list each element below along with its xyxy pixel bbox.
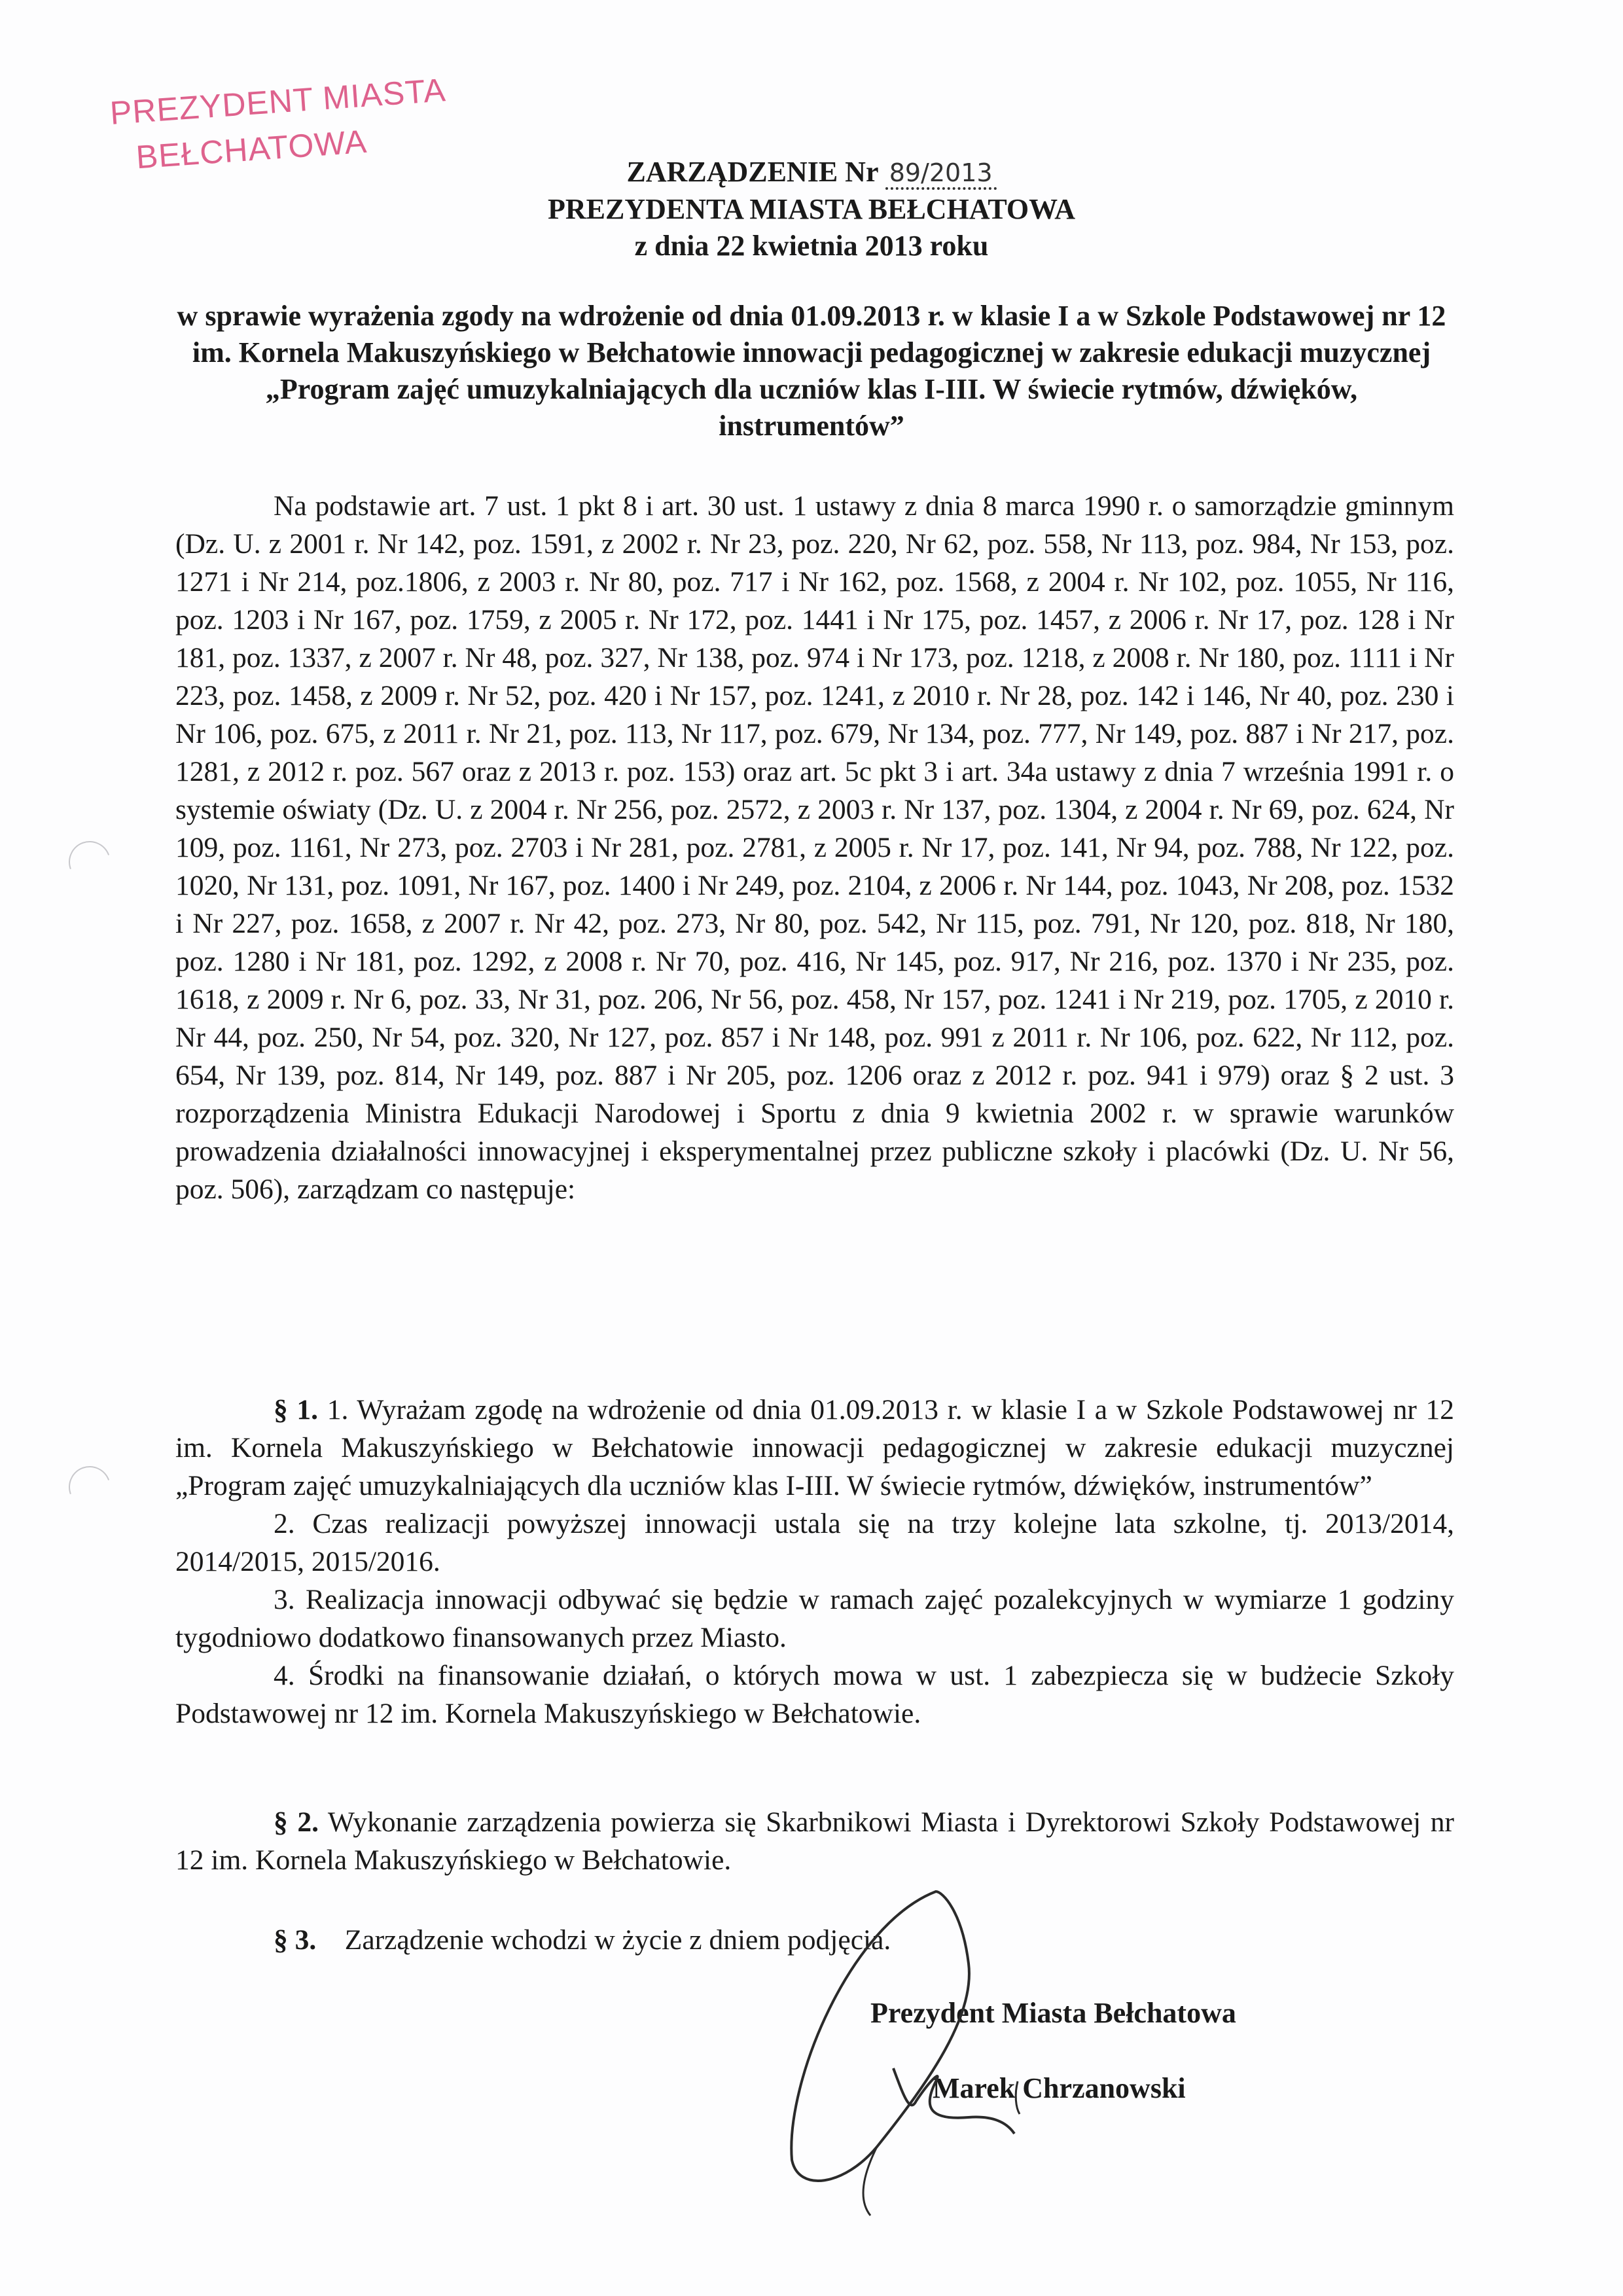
paragraph-2: [175, 1803, 1454, 1879]
handwritten-number: 89/2013: [885, 158, 997, 190]
title-prefix: ZARZĄDZENIE Nr: [626, 156, 878, 188]
legal-basis-section: [175, 487, 1454, 1208]
paragraph-3-label: § 3.: [274, 1924, 317, 1956]
paragraph-1-item-2: 2. Czas realizacji powyższej innowacji ustala się na trzy kolejne lata szkolne, tj. 2013/2014, 2014/2015, 2015/2016.: [175, 1508, 1454, 1577]
signatory-title: Prezydent Miasta Bełchatowa: [870, 1997, 1236, 2029]
stamp-line-1: PREZYDENT MIASTA: [109, 71, 448, 132]
stamp-line-2: BEŁCHATOWA: [135, 122, 368, 176]
paragraph-1: [175, 1391, 1454, 1732]
issuing-authority: PREZYDENTA MIASTA BEŁCHATOWA: [547, 193, 1075, 225]
paragraph-2-label: § 2.: [274, 1806, 319, 1838]
paragraph-2-text: Wykonanie zarządzenia powierza się Skarbnikowi Miasta i Dyrektorowi Szkoły Podstawowej nr 12 im. Kornela Makuszyńskiego w Bełchatowie.: [175, 1806, 1455, 1876]
document-title: [0, 154, 1623, 191]
paragraph-1-item-4: 4. Środki na finansowanie działań, o których mowa w ust. 1 zabezpiecza się w budżecie Szkoły Podstawowej nr 12 im. Kornela Makuszyńskiego w Bełchatowie.: [175, 1660, 1454, 1729]
document-subject: w sprawie wyrażenia zgody na wdrożenie od dnia 01.09.2013 r. w klasie I a w Szkole Podstawowej nr 12 im. Kornela Makuszyńskiego w Bełchatowie innowacji pedagogicznej w zakresie edukacji muzycznej „Program zajęć umuzykalniających dla uczniów klas I-III. W świecie rytmów, dźwięków, instrumentów”: [177, 300, 1446, 442]
signatory-name: Marek Chrzanowski: [933, 2072, 1186, 2104]
paragraph-1-label: § 1.: [274, 1394, 319, 1426]
legal-basis-text: Na podstawie art. 7 ust. 1 pkt 8 i art. 30 ust. 1 ustawy z dnia 8 marca 1990 r. o samorządzie gminnym (Dz. U. z 2001 r. Nr 142, poz. 1591, z 2002 r. Nr 23, poz. 220, Nr 62, poz. 558, Nr 113, poz. 984, Nr 153, poz. 1271 i Nr 214, poz.1806, z 2003 r. Nr 80, poz. 717 i Nr 162, poz. 1568, z 2004 r. Nr 102, poz. 1055, Nr 116, poz. 1203 i Nr 167, poz. 1759, z 2005 r. Nr 172, poz. 1441 i Nr 175, poz. 1457, z 2006 r. Nr 17, poz. 128 i Nr 181, poz. 1337, z 2007 r. Nr 48, poz. 327, Nr 138, poz. 974 i Nr 173, poz. 1218, z 2008 r. Nr 180, poz. 1111 i Nr 223, poz. 1458, z 2009 r. Nr 52, poz. 420 i Nr 157, poz. 1241, z 2010 r. Nr 28, poz. 142 i 146, Nr 40, poz. 230 i Nr 106, poz. 675, z 2011 r. Nr 21, poz. 113, Nr 117, poz. 679, Nr 134, poz. 777, Nr 149, poz. 887 i Nr 217, poz. 1281, z 2012 r. poz. 567 oraz z 2013 r. poz. 153) oraz art. 5c pkt 3 i art. 34a ustawy z dnia 7 września 1991 r. o systemie oświaty (Dz. U. z 2004 r. Nr 256, poz. 2572, z 2003 r. Nr 137, poz. 1304, z 2004 r. Nr 69, poz. 624, Nr 109, poz. 1161, Nr 273, poz. 2703 i Nr 281, poz. 2781, z 2005 r. Nr 17, poz. 141, Nr 94, poz. 788, Nr 122, poz. 1020, Nr 131, poz. 1091, Nr 167, poz. 1400 i Nr 249, poz. 2104, z 2006 r. Nr 144, poz. 1043, Nr 208, poz. 1532 i Nr 227, poz. 1658, z 2007 r. Nr 42, poz. 273, Nr 80, poz. 542, Nr 115, poz. 791, Nr 120, poz. 818, Nr 180, poz. 1280 i Nr 181, poz. 1292, z 2008 r. Nr 70, poz. 416, Nr 145, poz. 917, Nr 216, poz. 1370 i Nr 235, poz. 1618, z 2009 r. Nr 6, poz. 33, Nr 31, poz. 206, Nr 56, poz. 458, Nr 157, poz. 1241 i Nr 219, poz. 1705, z 2010 r. Nr 44, poz. 250, Nr 54, poz. 320, Nr 127, poz. 857 i Nr 148, poz. 991 z 2011 r. Nr 106, poz. 622, Nr 112, poz. 654, Nr 139, poz. 814, Nr 149, poz. 887 i Nr 205, poz. 1206 oraz z 2012 r. poz. 941 i 979) oraz § 2 ust. 3 rozporządzenia Ministra Edukacji Narodowej i Sportu z dnia 9 kwietnia 2002 r. w sprawie warunków prowadzenia działalności innowacyjnej i eksperymentalnej przez publiczne szkoły i placówki (Dz. U. Nr 56, poz. 506), zarządzam co następuje:: [175, 490, 1454, 1205]
document-header: [0, 154, 1623, 264]
punch-hole-mark: [62, 834, 117, 889]
document-date: z dnia 22 kwietnia 2013 roku: [634, 230, 989, 262]
punch-hole-mark: [62, 1459, 117, 1515]
paragraph-3-text: Zarządzenie wchodzi w życie z dniem podjęcia.: [344, 1924, 891, 1956]
paragraph-3: [175, 1921, 1454, 1959]
paragraph-1-item-1: § 1. 1. Wyrażam zgodę na wdrożenie od dnia 01.09.2013 r. w klasie I a w Szkole Podstawowej nr 12 im. Kornela Makuszyńskiego w Bełchatowie innowacji pedagogicznej w zakresie edukacji muzycznej „Program zajęć umuzykalniających dla uczniów klas I-III. W świecie rytmów, dźwięków, instrumentów”: [175, 1394, 1455, 1501]
paragraph-1-item-3: 3. Realizacja innowacji odbywać się będzie w ramach zajęć pozalekcyjnych w wymiarze 1 godziny tygodniowo dodatkowo finansowanych przez Miasto.: [175, 1584, 1454, 1653]
